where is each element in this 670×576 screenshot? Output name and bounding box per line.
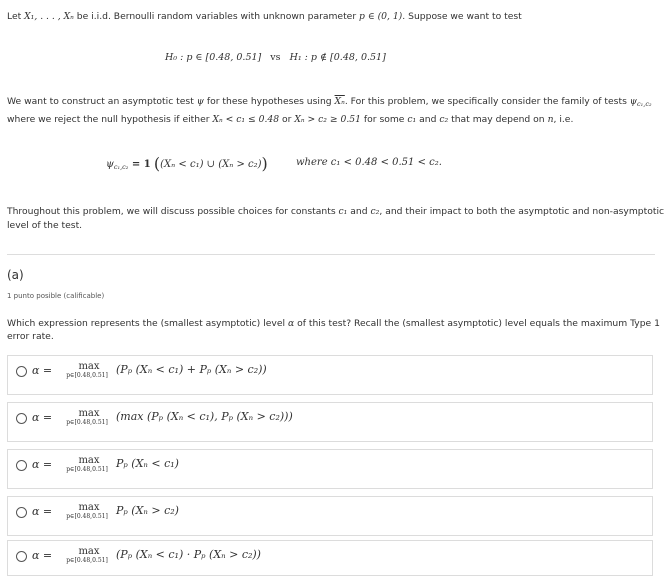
p3-and: and — [347, 206, 371, 217]
max-operator: max — [78, 502, 100, 513]
option-expression: Pₚ (Xₙ < c₁) — [116, 457, 179, 470]
answer-option-1[interactable] — [7, 355, 653, 395]
p2-psi: ψ — [196, 96, 204, 107]
p2-text-b: for these hypotheses using — [203, 96, 335, 107]
option-expression: (Pₚ (Xₙ < c₁) · Pₚ (Xₙ > c₂)) — [116, 548, 261, 561]
option-max — [63, 455, 115, 474]
section-divider — [7, 254, 655, 255]
p2-line2-c: that may depend on — [448, 114, 548, 125]
max-operator: max — [78, 455, 100, 466]
option-max — [63, 546, 115, 565]
p2-line2-d: , i.e. — [553, 114, 574, 125]
p2-n: n — [547, 114, 554, 125]
formula-indicator: = 𝟏 — [128, 159, 151, 170]
max-operator: max — [78, 546, 100, 557]
formula-psi: ψ — [106, 159, 114, 170]
p2-cond1: Xₙ < c₁ ≤ 0.48 — [212, 114, 280, 125]
intro-suffix: . Suppose we want to test — [402, 11, 522, 22]
radio-button[interactable] — [16, 413, 27, 424]
option-expression: (Pₚ (Xₙ < c₁) + Pₚ (Xₙ > c₂)) — [116, 363, 267, 376]
max-range: p∈[0.48,0.51] — [66, 466, 108, 473]
max-range: p∈[0.48,0.51] — [66, 372, 108, 379]
intro-text — [7, 11, 522, 22]
radio-button[interactable] — [16, 460, 27, 471]
radio-button[interactable] — [16, 507, 27, 518]
p2-line2-b: for some — [360, 114, 408, 125]
option-alpha: α = — [32, 364, 53, 377]
option-expression: (max (Pₚ (Xₙ < c₁), Pₚ (Xₙ > c₂))) — [116, 410, 293, 423]
option-alpha: α = — [32, 458, 53, 471]
p2-text-c: . For this problem, we specifically consider the family of tests — [344, 96, 630, 107]
option-alpha: α = — [32, 549, 53, 562]
part-label: (a) — [7, 268, 24, 282]
p3-c1: c₁ — [338, 206, 348, 217]
paragraph2-line2 — [7, 114, 573, 125]
answer-option-4[interactable] — [7, 496, 653, 536]
question-alpha: α — [287, 318, 295, 329]
test-formula: $\psi_{c_1,c_2}$ = 𝟏 ((Xₙ < c₁) ∪ (Xₙ > c₂)) where c₁ < 0.48 < 0.51 < c₂. — [106, 154, 442, 173]
max-operator: max — [78, 361, 100, 372]
max-range: p∈[0.48,0.51] — [66, 513, 108, 520]
option-max — [63, 408, 115, 427]
option-max — [63, 502, 115, 521]
alt-hypothesis: H₁ : p ∉ [0.48, 0.51] — [289, 52, 386, 63]
intro-param: p ∈ (0, 1) — [359, 11, 403, 22]
p2-family: ψ — [629, 96, 638, 107]
p2-line2-a: where we reject the null hypothesis if either — [7, 114, 213, 125]
p2-text-a: We want to construct an asymptotic test — [7, 96, 197, 107]
radio-button[interactable] — [16, 551, 27, 562]
paragraph3-line1 — [7, 206, 664, 217]
max-range: p∈[0.48,0.51] — [66, 557, 108, 564]
p2-and: and — [416, 114, 440, 125]
answer-option-5[interactable] — [7, 540, 653, 576]
p2-xbar: $\overline{X_n}$ — [334, 96, 345, 107]
radio-button[interactable] — [16, 366, 27, 377]
vs-label: vs — [270, 52, 281, 63]
intro-middle: be i.i.d. Bernoulli random variables with unknown parameter — [73, 11, 360, 22]
question-line2: error rate. — [7, 331, 54, 342]
p2-c1: c₁ — [407, 114, 417, 125]
option-alpha: α = — [32, 411, 53, 424]
paragraph2-line1 — [7, 96, 652, 108]
answer-option-3[interactable] — [7, 449, 653, 489]
question-text-b: of this test? Recall the (smallest asymptotic) level equals the maximum Type 1 — [294, 318, 660, 329]
p3-text-a: Throughout this problem, we will discuss possible choices for constants — [7, 206, 339, 217]
p3-c2: c₂ — [370, 206, 380, 217]
answer-option-2[interactable] — [7, 402, 653, 442]
formula-psi-sub: c₁,c₂ — [113, 163, 129, 171]
p2-c2: c₂ — [439, 114, 449, 125]
paragraph3-line2: level of the test. — [7, 220, 83, 231]
formula-body: (Xₙ < c₁) ∪ (Xₙ > c₂) — [160, 159, 262, 170]
option-max — [63, 361, 115, 380]
p2-family-sub: c₁,c₂ — [637, 100, 652, 108]
hypotheses — [165, 52, 386, 63]
p2-or: or — [279, 114, 295, 125]
max-operator: max — [78, 408, 100, 419]
p3-text-b: , and their impact to both the asymptotic and non-asymptotic — [379, 206, 665, 217]
formula-where: where c₁ < 0.48 < 0.51 < c₂. — [296, 157, 442, 168]
null-hypothesis: H₀ : p ∈ [0.48, 0.51] — [165, 52, 262, 63]
question-line1 — [7, 318, 660, 329]
option-expression: Pₚ (Xₙ > c₂) — [116, 504, 179, 517]
intro-vars: X₁, . . . , Xₙ — [24, 11, 74, 22]
p2-cond2: Xₙ > c₂ ≥ 0.51 — [294, 114, 361, 125]
intro-prefix: Let — [7, 11, 22, 22]
points-label: 1 punto posible (calificable) — [7, 292, 105, 300]
max-range: p∈[0.48,0.51] — [66, 419, 108, 426]
option-alpha: α = — [32, 505, 53, 518]
question-text-a: Which expression represents the (smallest asymptotic) level — [7, 318, 288, 329]
